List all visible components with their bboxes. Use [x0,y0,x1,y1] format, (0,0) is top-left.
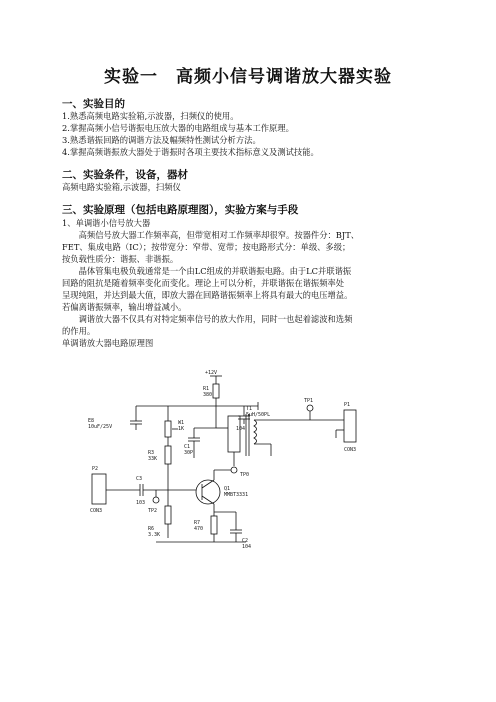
section-heading-objectives: 一、实验目的 [62,98,125,110]
svg-text:104: 104 [236,426,246,432]
svg-text:E8: E8 [88,418,95,424]
svg-text:30P: 30P [184,450,194,456]
test-point-tp0 [231,467,249,478]
figure-caption: 单调谐放大器电路原理图 [62,338,154,348]
paragraph-line: 回路的阻抗是随着频率变化而变化。理论上可以分析，并联谐振在谐振频率处 [62,278,345,288]
subsection-heading: 1、单调谐小信号放大器 [62,218,151,228]
svg-text:R3: R3 [148,450,155,456]
paragraph-line: FET、集成电路（IC）；按带宽分：窄带、宽带；按电路形式分：单级、多级； [62,242,351,252]
svg-text:3.3K: 3.3K [148,532,161,538]
connector-p1 [336,402,356,453]
svg-text:C1: C1 [184,444,191,450]
test-point-tp1 [304,398,313,420]
vcc-label: +12V [205,370,218,376]
test-point-tp2 [148,490,159,514]
page-title: 实验一 高频小信号调谐放大器实验 [104,67,392,87]
svg-text:Q1: Q1 [224,486,231,492]
vcc-rail [205,370,222,384]
svg-text:CON3: CON3 [344,447,357,453]
svg-text:R7: R7 [194,520,201,526]
capacitor-c2 [214,512,251,550]
equipment-text: 高频电路实验箱,示波器，扫频仪 [62,182,181,192]
circuit-schematic [86,366,376,556]
svg-text:470: 470 [194,526,204,532]
capacitor-c3 [136,476,145,506]
paragraph-line: 高频信号放大器工作频率高，但带宽相对工作频率却很窄。按器件分：BJT、 [62,230,360,240]
svg-text:P1: P1 [344,402,351,408]
svg-text:MMBT3331: MMBT3331 [224,492,249,498]
svg-text:5uH/50PL: 5uH/50PL [246,412,271,418]
svg-text:380: 380 [203,392,213,398]
svg-text:1K: 1K [178,426,185,432]
objective-item: 2.掌握高频小信号谐振电压放大器的电路组成与基本工作原理。 [62,123,294,133]
resistor-r1 [203,384,219,398]
svg-text:C3: C3 [136,476,143,482]
paragraph-line: 若偏离谐振频率，输出增益减小。 [62,302,187,312]
svg-text:TP1: TP1 [304,398,314,404]
svg-text:P2: P2 [92,466,99,472]
objective-item: 1.熟悉高频电路实验箱,示波器，扫频仪的使用。 [62,111,239,121]
transistor-q1 [196,480,248,504]
connector-p2 [90,466,106,514]
svg-text:104: 104 [242,544,252,550]
svg-text:R1: R1 [203,386,210,392]
capacitor-c1 [184,406,216,458]
paragraph-line: 调谐放大器不仅具有对特定频率信号的放大作用，同时一也起着滤波和选频 [62,314,353,324]
capacitor-e8 [88,418,142,430]
paragraph-line: 晶体管集电极负载通常是一个由LC组成的并联谐振电路。由于LC并联谐振 [62,266,352,276]
objective-item: 4.掌握高频谐振放大器处于谐振时各项主要技术指标意义及测试技能。 [62,147,319,157]
resistor-r7 [194,516,217,542]
svg-text:TP0: TP0 [240,472,250,478]
svg-text:TP2: TP2 [148,508,158,514]
paragraph-line: 呈现纯阻，并达到最大值，即放大器在回路谐振频率上将具有最大的电压增益。 [62,290,353,300]
paragraph-line: 的作用。 [62,326,96,336]
svg-text:T1: T1 [246,406,253,412]
svg-text:W1: W1 [178,420,185,426]
svg-text:10uF/25V: 10uF/25V [88,424,113,430]
potentiometer-w1 [165,420,184,437]
paragraph-line: 按负载性质分：谐振、非谐振。 [62,254,179,264]
svg-text:C2: C2 [242,538,249,544]
section-heading-principle: 三、实验原理（包括电路原理图），实验方案与手段 [62,204,299,216]
svg-text:CON3: CON3 [90,508,103,514]
svg-text:33K: 33K [148,456,158,462]
svg-text:R6: R6 [148,526,155,532]
objective-item: 3.熟悉谐振回路的调谐方法及幅频特性测试分析方法。 [62,135,261,145]
resistor-r3 [148,446,171,464]
svg-text:103: 103 [136,500,146,506]
section-heading-equipment: 二、实验条件，设备，器材 [62,169,188,181]
